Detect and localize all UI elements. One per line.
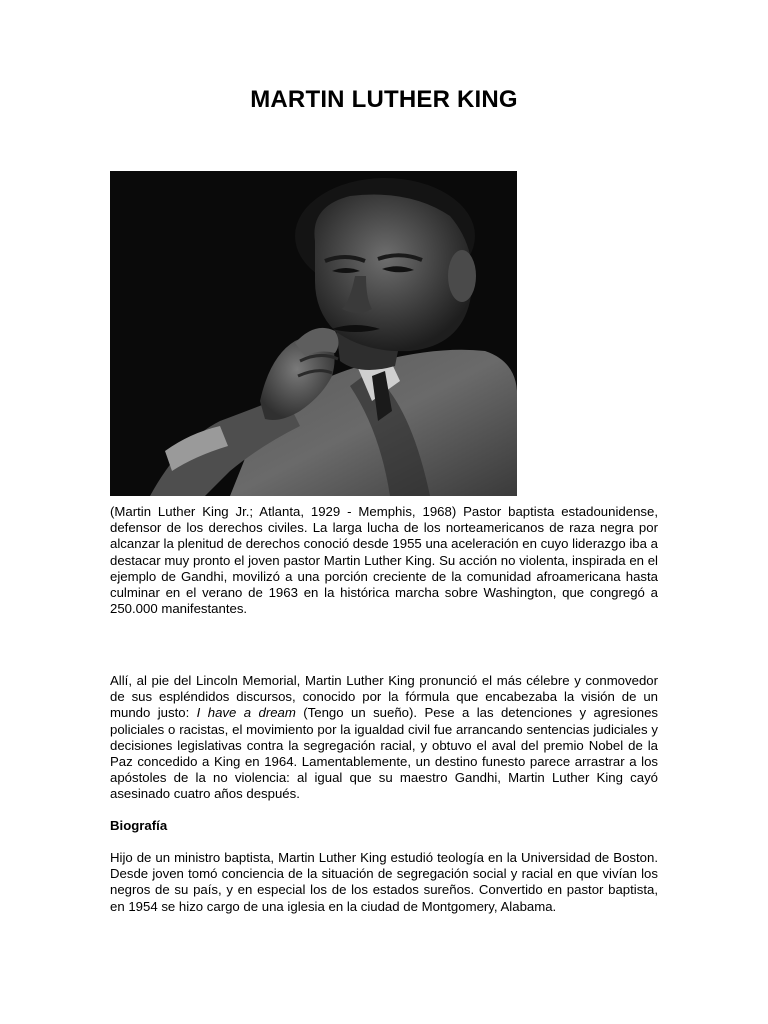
paragraph-dream-text-1: Allí, al pie del Lincoln Memorial, Martin Luther King pronunció el más célebre y conmovedor de sus espléndidos discursos, conocido por la fórmula que encabezaba la visión de un mundo justo: [110,673,658,721]
document-title: MARTIN LUTHER KING [250,86,518,113]
paragraph-dream [110,673,658,803]
paragraph-intro: (Martin Luther King Jr.; Atlanta, 1929 - Memphis, 1968) Pastor baptista estadounidense, defensor de los derechos civiles. La larga lucha de los norteamericanos de raza negra por alcanzar la plenitud de derechos conoció desde 1955 una aceleración en cuyo liderazgo iba a destacar muy pronto el joven pastor Martin Luther King. Su acción no violenta, inspirada en el ejemplo de Gandhi, movilizó a una porción creciente de la comunidad afroamericana hasta culminar en el verano de 1963 en la histórica marcha sobre Washington, que congregó a 250.000 manifestantes. [110,504,658,617]
dream-quote: I have a dream [196,705,296,721]
portrait-photo [110,171,517,496]
portrait-illustration [110,171,517,496]
section-heading-biografia: Biografía [110,818,168,833]
paragraph-dream-text-2: (Tengo un sueño). Pese a las detenciones y agresiones policiales o racistas, el movimiento por la igualdad civil fue arrancando sentencias judiciales y decisiones legislativas contra la segregación racial, y obtuvo el aval del premio Nobel de la Paz concedido a King en 1964. Lamentablemente, un destino funesto parece arrastrar a los apóstoles de la no violencia: al igual que su maestro Gandhi, Martin Luther King cayó asesinado cuatro años después. [110,705,659,802]
paragraph-biography: Hijo de un ministro baptista, Martin Luther King estudió teología en la Universidad de Boston. Desde joven tomó conciencia de la situación de segregación social y racial en que vivían los negros de su país, y en especial los de los estados sureños. Convertido en pastor baptista, en 1954 se hizo cargo de una iglesia en la ciudad de Montgomery, Alabama. [110,850,658,914]
